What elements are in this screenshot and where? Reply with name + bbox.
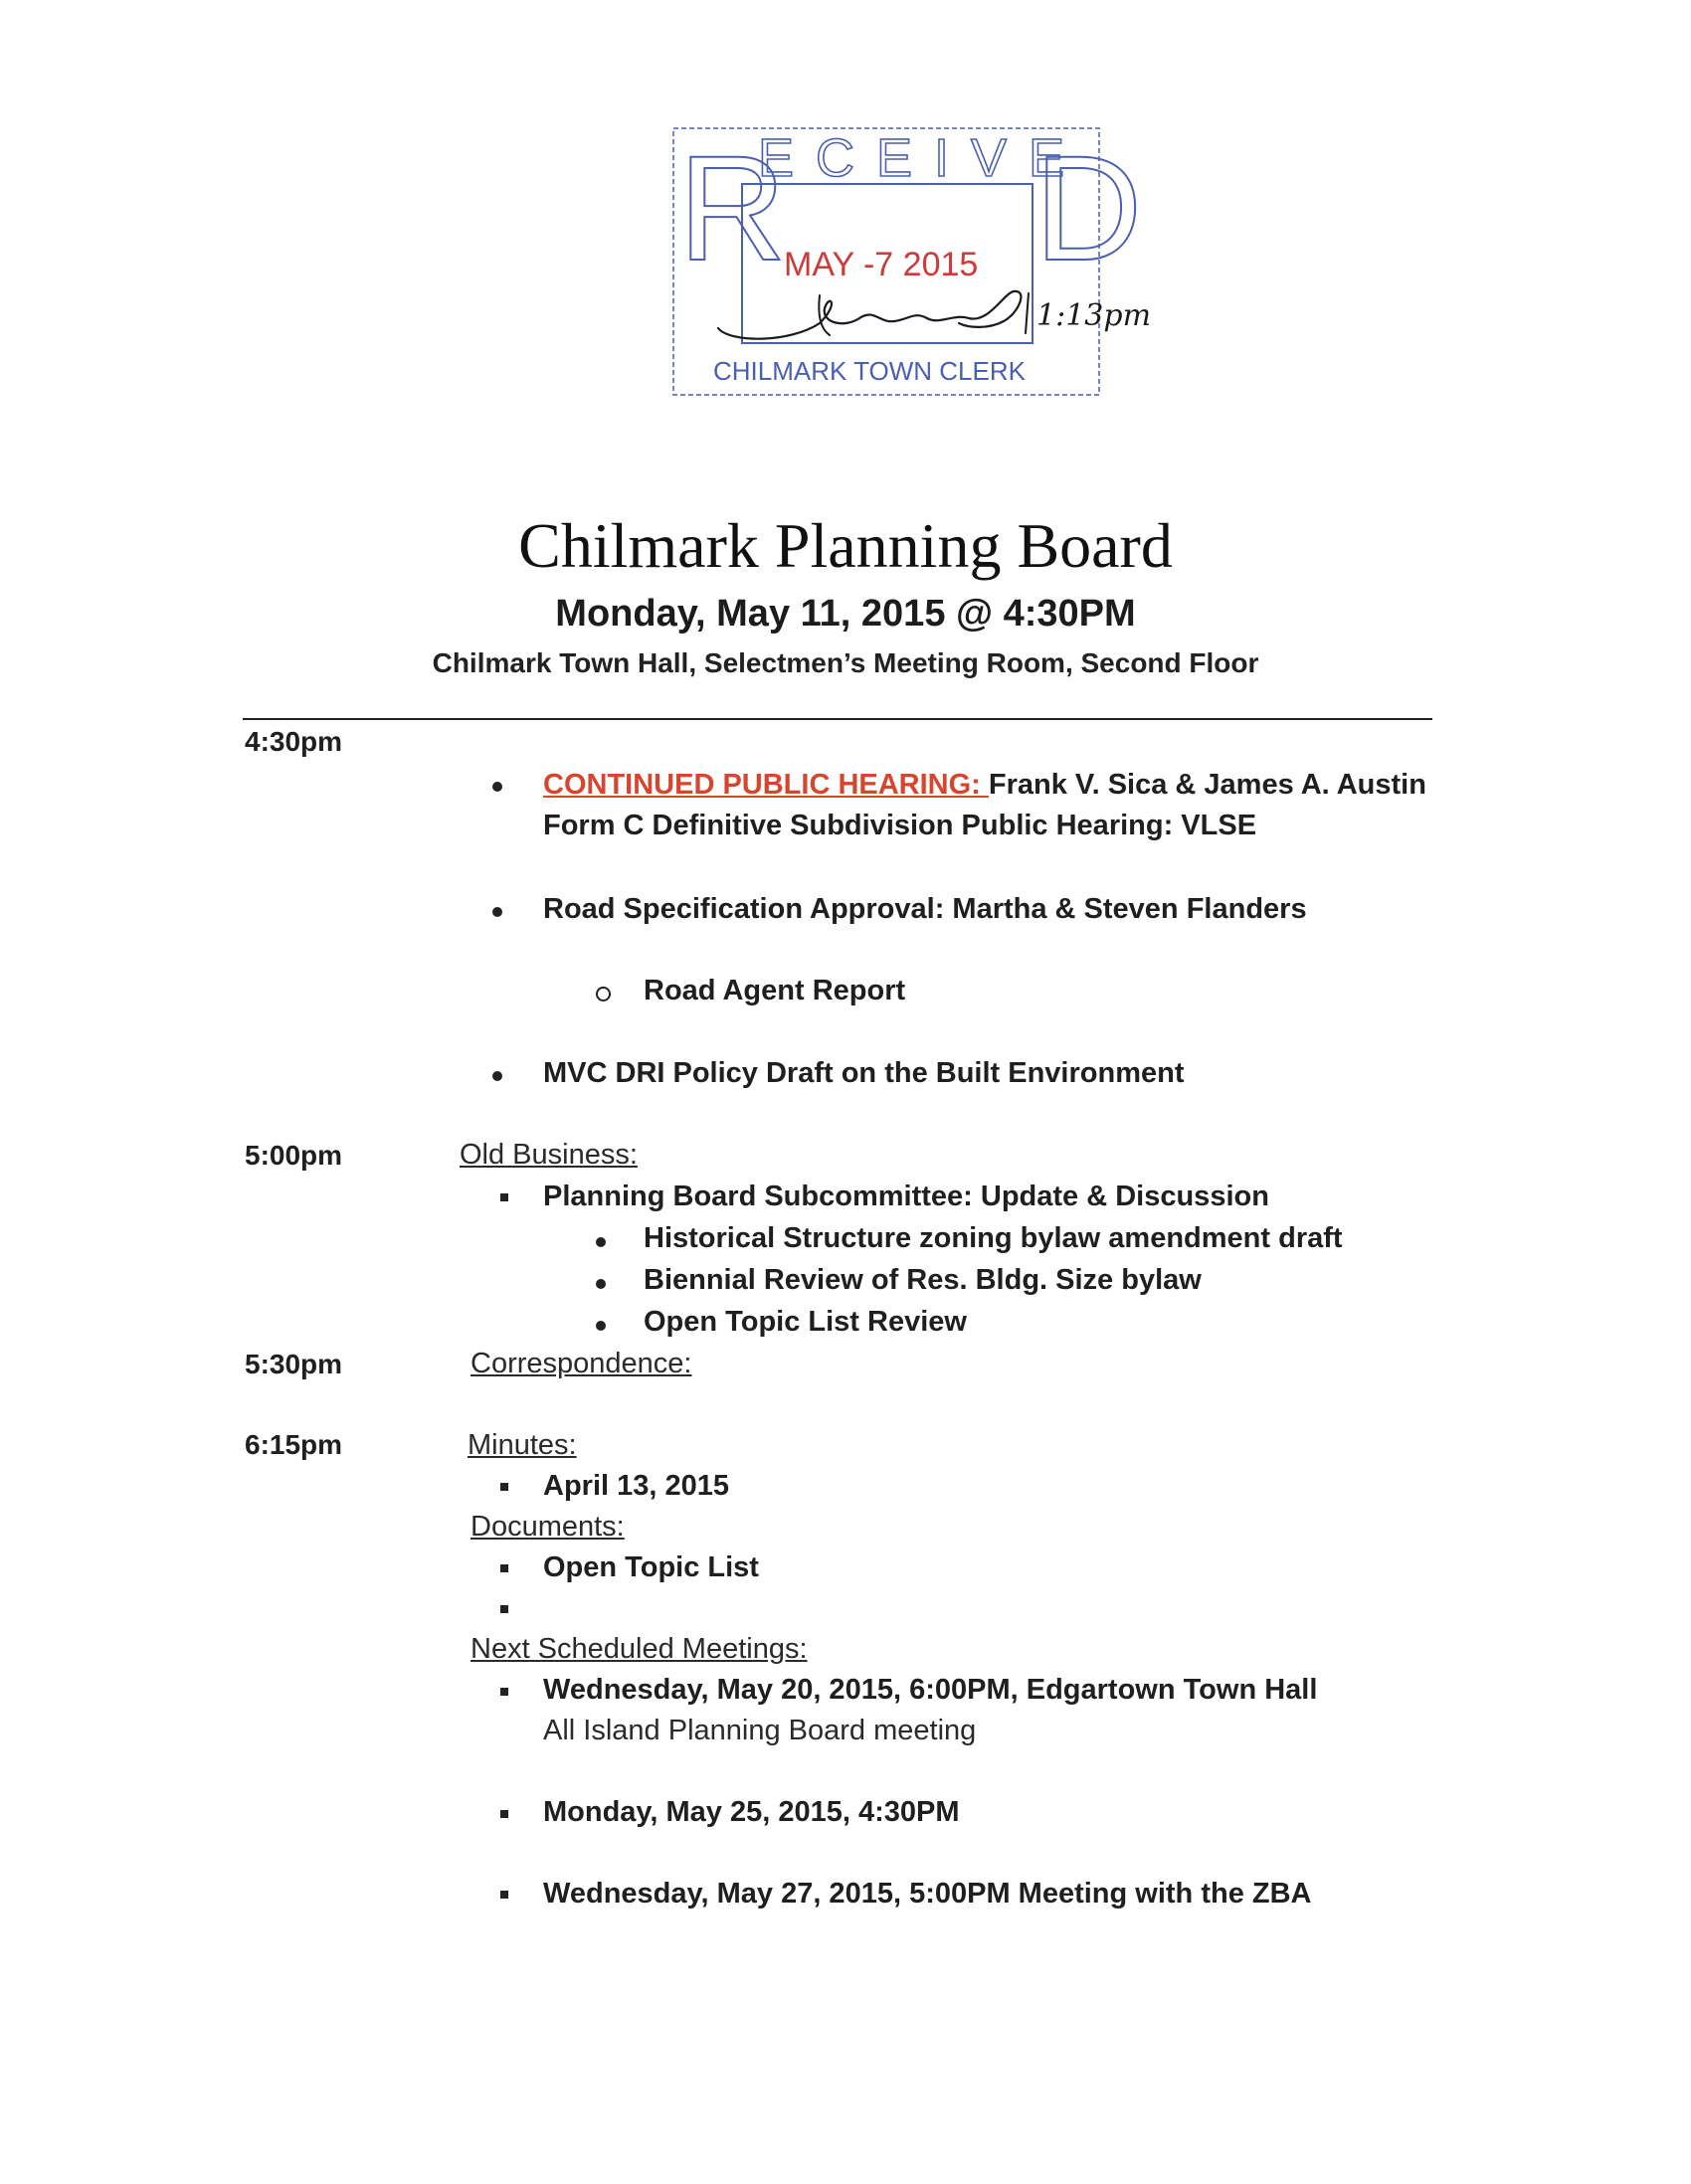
bullet-square: [500, 1564, 508, 1572]
stamp-office: CHILMARK TOWN CLERK: [713, 356, 1026, 386]
meeting-date: Monday, May 11, 2015 @ 4:30PM: [555, 593, 1136, 635]
stamp-date: MAY -7 2015: [784, 246, 979, 283]
stamp-big-d: D: [1034, 124, 1143, 291]
received-stamp-graphic: [670, 124, 1152, 401]
mvc-dri-item: MVC DRI Policy Draft on the Built Environment: [543, 1057, 1185, 1089]
subcommittee-item: Planning Board Subcommittee: Update & Discussion: [543, 1181, 1269, 1212]
meeting-may-20-note: All Island Planning Board meeting: [543, 1715, 977, 1746]
road-agent-item: Road Agent Report: [644, 975, 906, 1006]
received-stamp: [670, 124, 1152, 401]
time-500: 5:00pm: [245, 1140, 343, 1171]
historical-structure-item: Historical Structure zoning bylaw amendment draft: [644, 1222, 1343, 1254]
stamp-big-r: R: [678, 124, 787, 291]
biennial-review-item: Biennial Review of Res. Bldg. Size bylaw: [644, 1264, 1202, 1296]
hearing-applicants: Frank V. Sica & James A. Austin: [988, 769, 1426, 801]
time-615: 6:15pm: [245, 1429, 343, 1460]
road-spec-item: Road Specification Approval: Martha & Steven Flanders: [543, 893, 1307, 925]
svg-text:ECEIVE: ECEIVE: [758, 128, 1087, 188]
bullet-dot: [492, 782, 502, 792]
bullet-square: [500, 1193, 508, 1201]
open-topic-review-item: Open Topic List Review: [644, 1306, 967, 1338]
clerk-signature: [718, 291, 1021, 339]
form-c-hearing: Form C Definitive Subdivision Public Hearing: VLSE: [543, 810, 1257, 841]
meeting-may-27: Wednesday, May 27, 2015, 5:00PM Meeting with the ZBA: [543, 1878, 1312, 1910]
next-meetings-heading: Next Scheduled Meetings:: [470, 1633, 808, 1665]
bullet-dot: [492, 1071, 502, 1081]
continued-hearing-item: [543, 769, 1426, 802]
bullet-dot: [596, 1321, 606, 1331]
minutes-heading: Minutes:: [468, 1429, 577, 1461]
bullet-square: [500, 1810, 508, 1818]
bullet-square: [500, 1891, 508, 1899]
old-business-heading: Old Business:: [460, 1139, 638, 1171]
bullet-dot: [492, 907, 502, 917]
bullet-square: [500, 1483, 508, 1491]
stamp-time: 1:13pm: [1036, 298, 1152, 333]
bullet-ring: [596, 987, 611, 1001]
bullet-dot: [596, 1279, 606, 1289]
open-topic-list-item: Open Topic List: [543, 1551, 759, 1583]
bullet-square-empty: [500, 1605, 508, 1613]
meeting-may-20: Wednesday, May 20, 2015, 6:00PM, Edgartown Town Hall: [543, 1674, 1318, 1706]
bullet-square: [500, 1688, 508, 1696]
time-530: 5:30pm: [245, 1349, 343, 1379]
meeting-may-25: Monday, May 25, 2015, 4:30PM: [543, 1796, 960, 1828]
meeting-location: Chilmark Town Hall, Selectmen’s Meeting Room, Second Floor: [432, 647, 1259, 678]
header-divider: [243, 718, 1432, 720]
bullet-dot: [596, 1237, 606, 1247]
continued-hearing-label: CONTINUED PUBLIC HEARING:: [543, 769, 989, 801]
minutes-date-item: April 13, 2015: [543, 1470, 729, 1502]
time-430: 4:30pm: [245, 726, 343, 757]
page-title: Chilmark Planning Board: [518, 510, 1173, 581]
documents-heading: Documents:: [470, 1511, 625, 1543]
correspondence-heading: Correspondence:: [470, 1348, 692, 1379]
